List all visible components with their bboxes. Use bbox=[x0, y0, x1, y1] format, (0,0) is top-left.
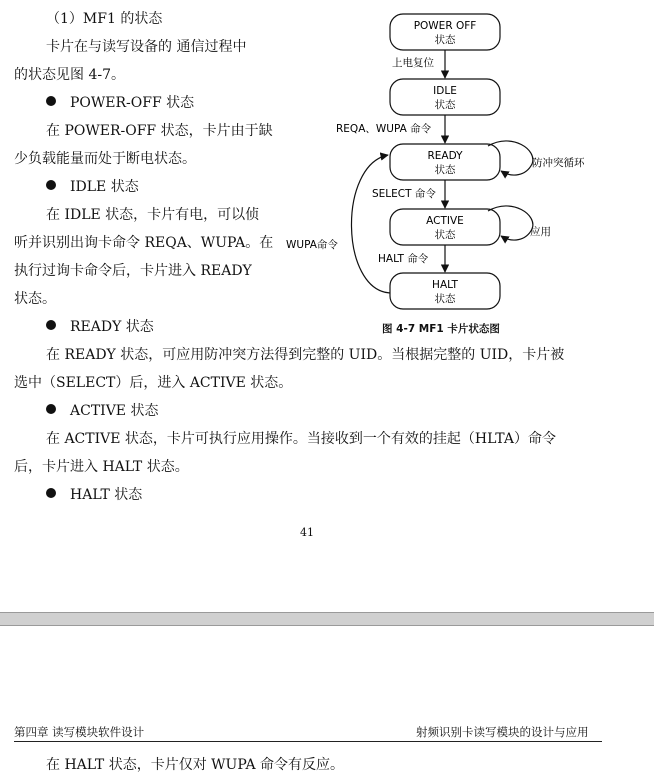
header-rule bbox=[14, 741, 602, 742]
transition-reqa-wupa: REQA、WUPA 命令 bbox=[336, 123, 432, 135]
bullet-dot-icon bbox=[46, 488, 56, 498]
bullet-halt-title: HALT 状态 bbox=[70, 487, 143, 503]
idle-line-3: 执行过询卡命令后，卡片进入 READY bbox=[14, 263, 252, 279]
bullet-dot-icon bbox=[46, 180, 56, 190]
state-sublabel-ready: 状态 bbox=[434, 164, 456, 176]
transition-anticollision-loop: 防冲突循环 bbox=[532, 157, 585, 169]
bullet-active bbox=[46, 397, 158, 425]
bullet-ready-title: READY 状态 bbox=[70, 319, 154, 335]
bullet-idle bbox=[46, 173, 139, 201]
arrow-halt-to-ready bbox=[351, 155, 390, 293]
active-line-1: 在 ACTIVE 状态，卡片可执行应用操作。当接收到一个有效的挂起（HLTA）命令 bbox=[46, 431, 556, 447]
transition-power-on-reset: 上电复位 bbox=[392, 57, 434, 69]
bullet-power-off-title: POWER-OFF 状态 bbox=[70, 95, 195, 111]
bullet-dot-icon bbox=[46, 320, 56, 330]
state-label-power-off: POWER OFF bbox=[413, 20, 477, 32]
page-separator bbox=[0, 612, 654, 626]
state-label-ready: READY bbox=[427, 150, 463, 162]
idle-line-4: 状态。 bbox=[14, 291, 56, 307]
bullet-ready bbox=[46, 313, 154, 341]
bullet-power-off bbox=[46, 89, 194, 117]
state-diagram bbox=[280, 0, 654, 345]
state-label-halt: HALT bbox=[432, 279, 458, 291]
running-header-left: 第四章 读写模块软件设计 bbox=[14, 725, 145, 739]
section-heading: （1）MF1 的状态 bbox=[46, 11, 163, 27]
ready-line-1: 在 READY 状态，可应用防冲突方法得到完整的 UID。当根据完整的 UID，卡片被 bbox=[46, 347, 565, 363]
transition-select-cmd: SELECT 命令 bbox=[372, 188, 436, 200]
transition-halt-cmd: HALT 命令 bbox=[378, 253, 429, 265]
figure-caption: 图 4-7 MF1 卡片状态图 bbox=[382, 323, 500, 335]
state-sublabel-idle: 状态 bbox=[434, 99, 456, 111]
state-sublabel-active: 状态 bbox=[434, 229, 456, 241]
state-sublabel-halt: 状态 bbox=[434, 293, 456, 305]
bullet-halt bbox=[46, 481, 142, 509]
bullet-dot-icon bbox=[46, 96, 56, 106]
state-label-idle: IDLE bbox=[433, 85, 457, 97]
halt-line-1: 在 HALT 状态，卡片仅对 WUPA 命令有反应。 bbox=[46, 757, 345, 773]
page-number: 41 bbox=[300, 526, 314, 539]
bullet-active-title: ACTIVE 状态 bbox=[70, 403, 159, 419]
idle-line-1: 在 IDLE 状态，卡片有电，可以侦 bbox=[46, 207, 260, 223]
transition-application: 应用 bbox=[530, 226, 551, 238]
state-label-active: ACTIVE bbox=[426, 215, 464, 227]
transition-wupa-cmd: WUPA命令 bbox=[286, 239, 338, 251]
intro-line-2: 的状态见图 4-7。 bbox=[14, 67, 125, 83]
ready-line-2: 选中（SELECT）后，进入 ACTIVE 状态。 bbox=[14, 375, 293, 391]
power-off-line-1: 在 POWER-OFF 状态，卡片由于缺 bbox=[46, 123, 273, 139]
intro-line-1: 卡片在与读写设备的 通信过程中 bbox=[46, 39, 247, 55]
running-header-right: 射频识别卡读写模块的设计与应用 bbox=[416, 725, 589, 739]
bullet-idle-title: IDLE 状态 bbox=[70, 179, 139, 195]
idle-line-2: 听并识别出询卡命令 REQA、WUPA。在 bbox=[14, 235, 274, 251]
state-sublabel-power-off: 状态 bbox=[434, 34, 456, 46]
active-line-2: 后，卡片进入 HALT 状态。 bbox=[14, 459, 189, 475]
bullet-dot-icon bbox=[46, 404, 56, 414]
power-off-line-2: 少负载能量而处于断电状态。 bbox=[14, 151, 196, 167]
